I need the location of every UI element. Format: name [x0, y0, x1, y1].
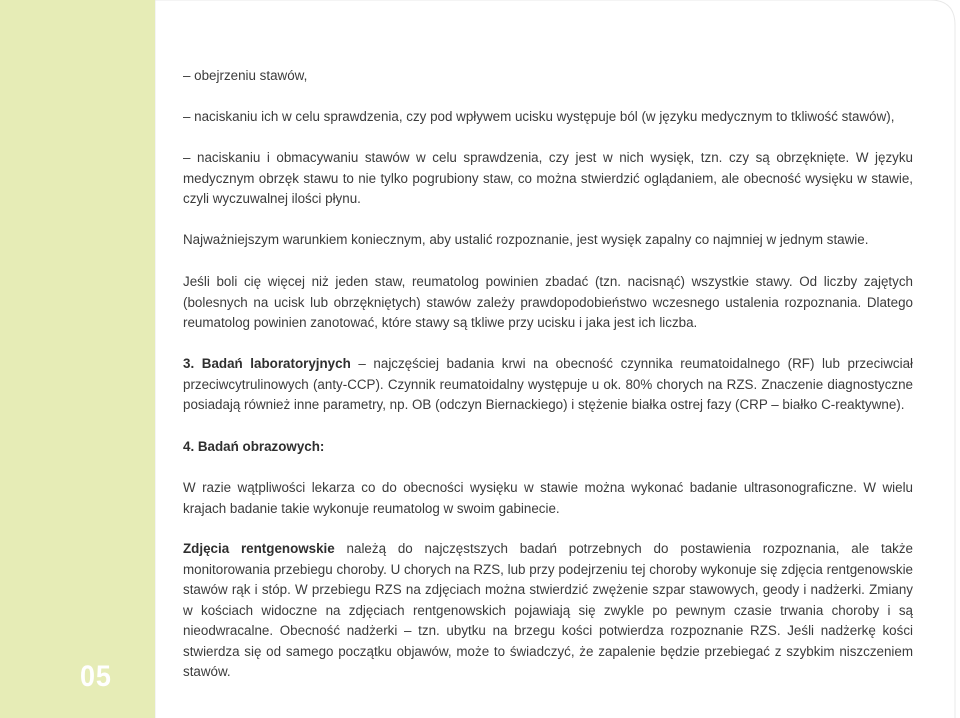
paragraph-5: Jeśli boli cię więcej niż jeden staw, reumatolog powinien zbadać (tzn. nacisnąć) wszystkie stawy. Od liczby zajętych (bolesnych na ucisk lub obrzękniętych) stawów zależy prawdopodobieństwo wczesnego ustalenia rozpoznania. Dlatego reumatolog powinien zanotować, które stawy są tkliwe przy ucisku i jaka jest ich liczba. [183, 274, 913, 330]
lab-tests-heading: 3. Badań laboratoryjnych [183, 356, 351, 371]
paragraph-7: W razie wątpliwości lekarza co do obecności wysięku w stawie można wykonać badanie ultrasonograficzne. W wielu krajach badanie takie wykonuje reumatolog w swoim gabinecie. [183, 480, 913, 516]
imaging-heading: 4. Badań obrazowych: [183, 439, 325, 454]
paragraph-1: – obejrzeniu stawów, [183, 68, 308, 83]
page-number: 05 [80, 660, 112, 693]
paragraph-8 [183, 539, 913, 683]
lab-tests-text: – najczęściej badania krwi na obecność czynnika reumatoidalnego (RF) lub przeciwciał przeciwcytrulinowych (anty-CCP). Czynnik reumatoidalny występuje u ok. 80% chorych na RZS. Znaczenie diagnostyczne posiadają również inne parametry, np. OB (odczyn Biernackiego) i stężenie białka ostrej fazy (CRP – białko C-reaktywne). [183, 356, 913, 412]
paragraph-3: – naciskaniu i obmacywaniu stawów w celu sprawdzenia, czy jest w nich wysięk, tzn. czy są obrzęknięte. W języku medycznym obrzęk stawu to nie tylko pogrubiony staw, co można stwierdzić oglądaniem, ale obecność wysięku w stawie, czyli wyczuwalnej ilości płynu. [183, 150, 913, 206]
side-band [0, 0, 155, 718]
paragraph-2: – naciskaniu ich w celu sprawdzenia, czy pod wpływem ucisku występuje ból (w języku medycznym to tkliwość stawów), [183, 109, 895, 124]
xray-heading: Zdjęcia rentgenowskie [183, 541, 335, 556]
xray-text: należą do najczęstszych badań potrzebnych do postawienia rozpoznania, ale także monitorowania przebiegu choroby. U chorych na RZS, lub przy podejrzeniu tej choroby wykonuje się zdjęcia rentgenowskie stawów rąk i stóp. W przebiegu RZS na zdjęciach można stwierdzić zwężenie szpar stawowych, geody i nadżerki. Zmiany w kościach widoczne na zdjęciach rentgenowskich pojawiają się zwykle po pewnym czasie trwania choroby i są nieodwracalne. Obecność nadżerki – tzn. ubytku na brzegu kości potwierdza rozpoznanie RZS. Jeśli nadżerkę kości stwierdza się od samego początku objawów, może to świadczyć, że zapalenie będzie przebiegać z szybkim niszczeniem stawów. [183, 541, 914, 679]
paragraph-6 [183, 354, 913, 416]
paragraph-4: Najważniejszym warunkiem koniecznym, aby ustalić rozpoznanie, jest wysięk zapalny co najmniej w jednym stawie. [183, 232, 869, 247]
